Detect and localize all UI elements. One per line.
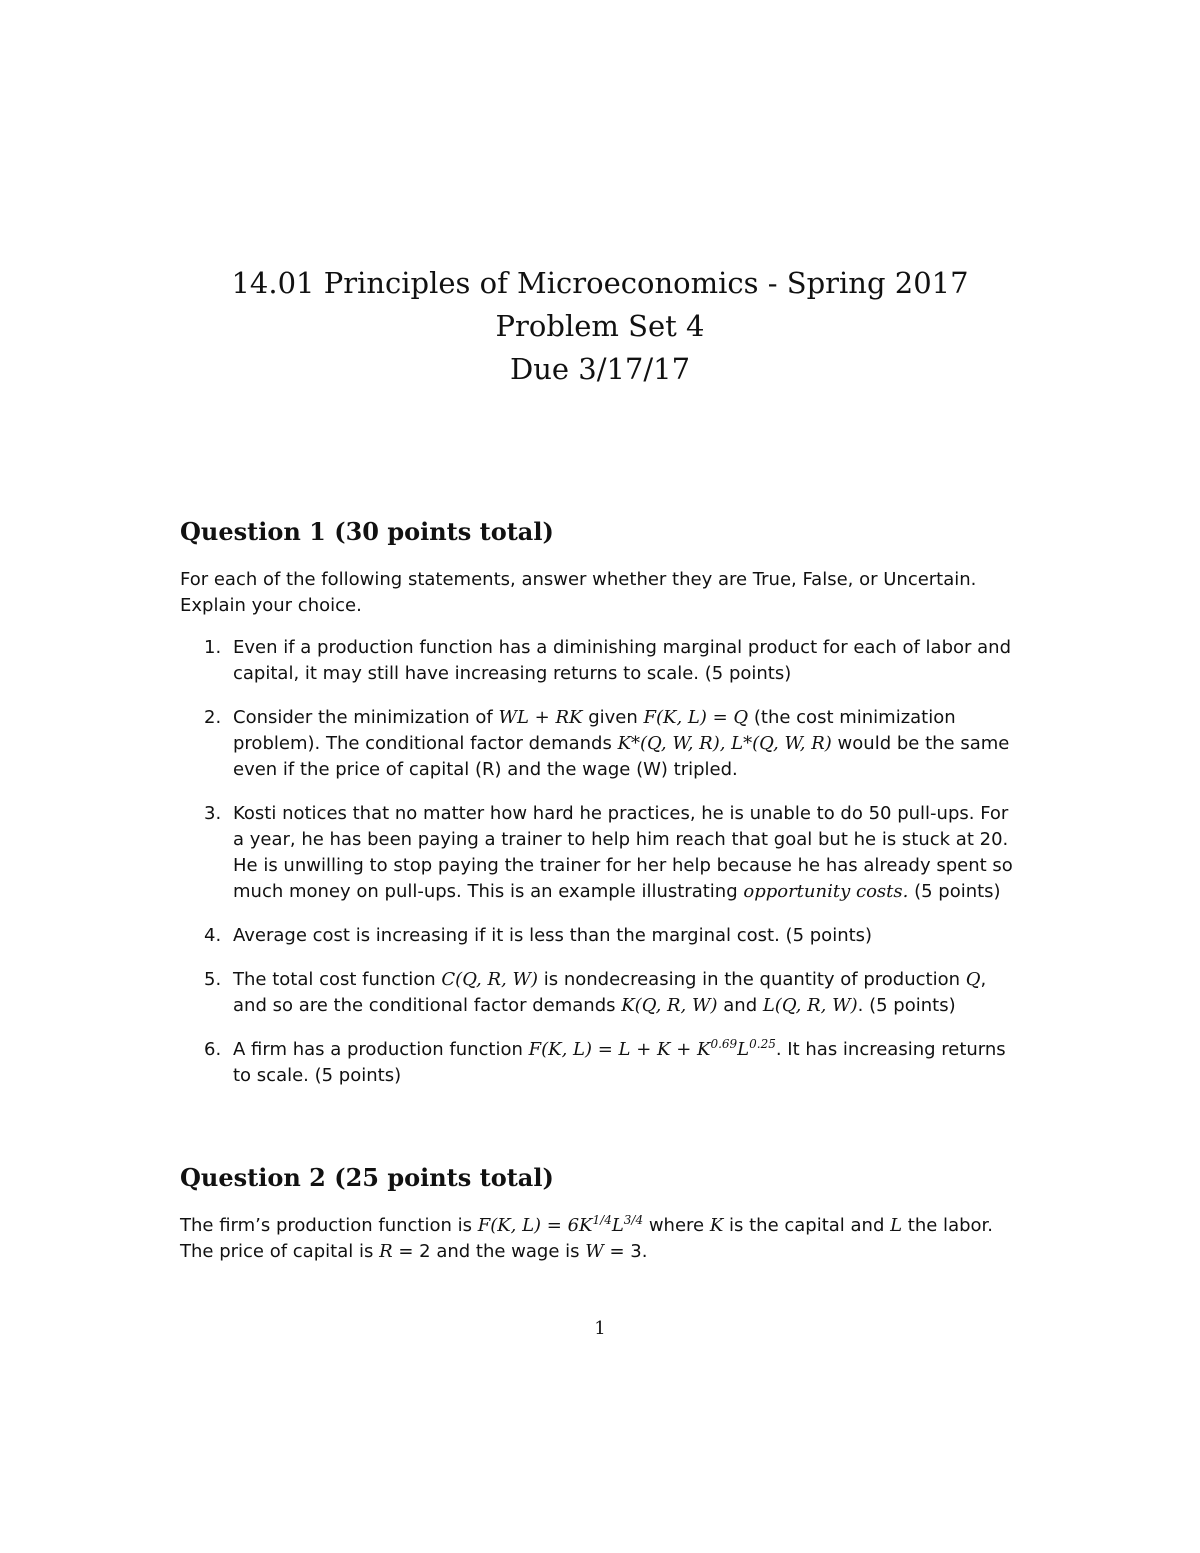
math-expression: W	[585, 1241, 604, 1262]
math-expression: L(Q, R, W)	[762, 995, 858, 1016]
math-expression: F(K, L) = Q	[643, 707, 749, 728]
list-item	[180, 967, 1022, 1019]
math-expression: L	[737, 1039, 750, 1060]
math-expression: F(K, L) = L + K + K	[528, 1039, 711, 1060]
question-1-section	[180, 517, 1022, 1107]
item-text: . (5 points)	[857, 995, 956, 1016]
item-text: and	[717, 995, 763, 1016]
math-expression: L	[890, 1215, 903, 1236]
math-expression: L	[611, 1215, 624, 1236]
title-block	[0, 262, 1200, 391]
item-number: 4.	[204, 925, 222, 946]
item-number: 3.	[204, 803, 222, 824]
math-expression: K(Q, R, W)	[621, 995, 718, 1016]
body-text: the labor. The price of capital is	[180, 1215, 994, 1262]
item-text: Consider the minimization of	[233, 707, 499, 728]
problem-set-title: Problem Set 4	[495, 309, 705, 343]
body-text: = 2 and the wage is	[392, 1241, 586, 1262]
item-text: Average cost is increasing if it is less than the marginal cost. (5 points)	[233, 925, 873, 946]
course-title: 14.01 Principles of Microeconomics - Spring 2017	[231, 266, 969, 300]
item-number: 1.	[204, 637, 222, 658]
item-text: would be the same even if the price of capital (R) and the wage (W) tripled.	[233, 733, 1010, 780]
math-exponent: 1/4	[592, 1213, 612, 1227]
list-item	[180, 1037, 1022, 1089]
math-expression: C(Q, R, W)	[441, 969, 539, 990]
body-text: = 3.	[603, 1241, 648, 1262]
list-item	[180, 801, 1022, 905]
body-text: where	[643, 1215, 710, 1236]
list-item	[180, 923, 1022, 949]
item-text: A firm has a production function	[233, 1039, 529, 1060]
item-text: . It has increasing returns to scale. (5 points)	[233, 1039, 1006, 1086]
item-text: The total cost function	[233, 969, 442, 990]
math-expression: K*(Q, W, R), L*(Q, W, R)	[617, 733, 832, 754]
item-number: 5.	[204, 969, 222, 990]
question-2-heading: Question 2 (25 points total)	[180, 1163, 554, 1192]
item-text: (5 points)	[908, 881, 1001, 902]
item-text: is nondecreasing in the quantity of production	[538, 969, 966, 990]
item-text: , and so are the conditional factor demands	[233, 969, 987, 1016]
math-exponent: 3/4	[623, 1213, 644, 1227]
question-1-list	[180, 635, 1022, 1089]
math-expression: WL + RK	[498, 707, 583, 728]
item-text: (the cost minimization problem). The conditional factor demands	[233, 707, 956, 754]
question-1-intro: For each of the following statements, answer whether they are True, False, or Uncertain. Explain your choice.	[180, 569, 977, 616]
math-exponent: 0.69	[710, 1037, 738, 1051]
page-number: 1	[594, 1318, 606, 1339]
question-1-heading: Question 1 (30 points total)	[180, 517, 554, 546]
body-text: The firm’s production function is	[180, 1215, 478, 1236]
math-exponent: 0.25	[749, 1037, 776, 1051]
list-item	[180, 635, 1022, 687]
question-2-body	[180, 1213, 1022, 1265]
list-item	[180, 705, 1022, 783]
item-text: Kosti notices that no matter how hard he practices, he is unable to do 50 pull-ups. For a year, he has been paying a trainer to help him reach that goal but he is stuck at 20. He is unwilling to stop paying the trainer for her help because he has already spent so much money on pull-ups. This is an example illustrating	[233, 803, 1013, 902]
math-expression: R	[379, 1241, 393, 1262]
item-text: given	[582, 707, 644, 728]
math-expression: F(K, L) = 6K	[477, 1215, 593, 1236]
emphasized-text: opportunity costs.	[743, 881, 909, 902]
due-date: Due 3/17/17	[509, 352, 691, 386]
item-number: 2.	[204, 707, 222, 728]
body-text: is the capital and	[723, 1215, 891, 1236]
item-number: 6.	[204, 1039, 222, 1060]
math-expression: K	[709, 1215, 724, 1236]
item-text: Even if a production function has a diminishing marginal product for each of labor and capital, it may still have increasing returns to scale. (5 points)	[233, 637, 1011, 684]
question-2-section	[180, 1163, 1022, 1265]
math-expression: Q	[965, 969, 981, 990]
